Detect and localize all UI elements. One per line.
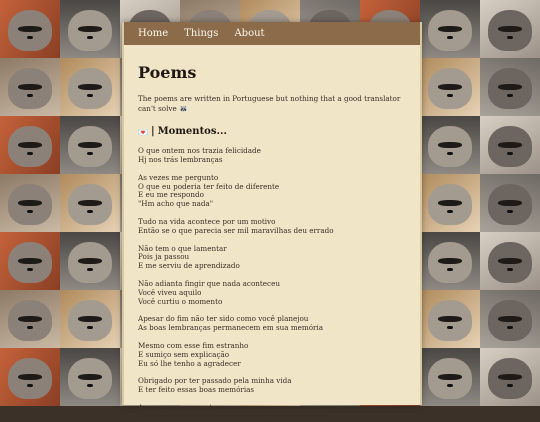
raccoon-mask-shape xyxy=(78,316,102,322)
raccoon-nose-shape xyxy=(507,152,512,156)
raccoon-mask-shape xyxy=(438,84,462,90)
raccoon-face-icon xyxy=(488,126,531,167)
poem-line: "Hm acho que nada" xyxy=(138,199,214,209)
raccoon-mask-shape xyxy=(78,26,102,32)
raccoon-nose-shape xyxy=(507,268,512,272)
poem-stanza xyxy=(138,342,406,368)
raccoon-nose-shape xyxy=(87,36,92,40)
poem-line: Pois ja passou xyxy=(138,252,190,262)
raccoon-nose-shape xyxy=(447,326,452,330)
raccoon-face-icon xyxy=(488,300,531,341)
raccoon-nose-shape xyxy=(87,268,92,272)
raccoon-photo-tile xyxy=(420,348,480,406)
raccoon-mask-shape xyxy=(18,374,42,380)
raccoon-face-icon xyxy=(428,68,471,109)
poem-title: Momentos... xyxy=(157,126,227,138)
raccoon-nose-shape xyxy=(507,326,512,330)
raccoon-mask-shape xyxy=(438,258,462,264)
raccoon-photo-tile xyxy=(0,174,60,232)
poem-line: Apesar do fim não ter sido como você planejou xyxy=(138,314,309,324)
raccoon-nose-shape xyxy=(447,152,452,156)
raccoon-mask-shape xyxy=(78,258,102,264)
raccoon-face-icon xyxy=(8,300,51,341)
poem-stanza xyxy=(138,315,406,333)
poem-line: O que ontem nos trazia felicidade xyxy=(138,146,261,156)
raccoon-photo-tile xyxy=(420,0,480,58)
raccoon-face-icon xyxy=(488,358,531,399)
raccoon-face-icon xyxy=(68,10,111,51)
raccoon-photo-tile xyxy=(60,348,120,406)
heading-separator: | xyxy=(150,126,155,138)
poem-line: Você viveu aquilo xyxy=(138,287,202,297)
raccoon-nose-shape xyxy=(27,326,32,330)
raccoon-nose-shape xyxy=(447,268,452,272)
raccoon-nose-shape xyxy=(507,384,512,388)
poem-line: Agora o que me resta xyxy=(138,402,217,412)
poem-body xyxy=(138,147,406,421)
raccoon-nose-shape xyxy=(27,210,32,214)
poem-line: Obrigado por ter passado pela minha vida xyxy=(138,376,292,386)
poem-line: Você curtiu o momento xyxy=(138,296,223,306)
poem-line: O que eu poderia ter feito de diferente xyxy=(138,181,280,191)
nav-link-things[interactable]: Things xyxy=(184,28,219,39)
raccoon-face-icon xyxy=(8,184,51,225)
raccoon-mask-shape xyxy=(18,84,42,90)
page-title: Poems xyxy=(138,63,197,82)
poem-line: Não adianta fingir que nada aconteceu xyxy=(138,278,280,288)
poem-line: Hj nos trás lembranças xyxy=(138,154,223,164)
poem-stanza xyxy=(138,218,406,236)
intro-sentence: The poems are written in Portuguese but nothing that a good translator can't solve xyxy=(138,94,401,113)
raccoon-face-icon xyxy=(428,184,471,225)
poem-line: Então se o que parecia ser mil maravilhas deu errado xyxy=(138,225,334,235)
raccoon-nose-shape xyxy=(507,36,512,40)
raccoon-face-icon xyxy=(68,358,111,399)
poem-line: Tudo na vida acontece por um motivo xyxy=(138,216,276,226)
raccoon-face-icon xyxy=(488,68,531,109)
raccoon-mask-shape xyxy=(78,142,102,148)
raccoon-nose-shape xyxy=(27,152,32,156)
raccoon-face-icon xyxy=(8,126,51,167)
raccoon-mask-shape xyxy=(438,374,462,380)
raccoon-mask-shape xyxy=(498,316,522,322)
raccoon-photo-tile xyxy=(0,116,60,174)
poem-stanza xyxy=(138,245,406,271)
raccoon-photo-tile xyxy=(0,232,60,290)
top-navbar xyxy=(124,22,420,45)
raccoon-photo-tile xyxy=(0,348,60,406)
poem-line: Mesmo com esse fim estranho xyxy=(138,340,249,350)
raccoon-mask-shape xyxy=(18,200,42,206)
poem-stanza xyxy=(138,404,406,422)
poem-line: Não tem o que lamentar xyxy=(138,243,227,253)
poem-stanza xyxy=(138,280,406,306)
raccoon-face-icon xyxy=(488,184,531,225)
raccoon-nose-shape xyxy=(447,36,452,40)
raccoon-photo-tile xyxy=(60,116,120,174)
raccoon-nose-shape xyxy=(27,94,32,98)
main-content xyxy=(124,45,420,422)
raccoon-nose-shape xyxy=(87,326,92,330)
poem-heading xyxy=(138,126,406,137)
raccoon-nose-shape xyxy=(507,210,512,214)
poem-line: As boas lembranças permanecem em sua memória xyxy=(138,323,324,333)
raccoon-photo-tile xyxy=(0,0,60,58)
raccoon-face-icon xyxy=(68,126,111,167)
raccoon-nose-shape xyxy=(87,210,92,214)
raccoon-photo-tile xyxy=(480,0,540,58)
poem-line: E sumiço sem explicação xyxy=(138,349,230,359)
raccoon-mask-shape xyxy=(498,26,522,32)
raccoon-photo-tile xyxy=(60,174,120,232)
raccoon-nose-shape xyxy=(27,268,32,272)
raccoon-photo-tile xyxy=(60,232,120,290)
raccoon-mask-shape xyxy=(78,374,102,380)
raccoon-photo-tile xyxy=(480,58,540,116)
raccoon-nose-shape xyxy=(87,384,92,388)
raccoon-face-icon xyxy=(8,358,51,399)
raccoon-mask-shape xyxy=(78,200,102,206)
poem-stanza xyxy=(138,377,406,395)
raccoon-nose-shape xyxy=(447,94,452,98)
raccoon-nose-shape xyxy=(87,94,92,98)
raccoon-face-icon xyxy=(68,68,111,109)
raccoon-nose-shape xyxy=(27,384,32,388)
raccoon-photo-tile xyxy=(480,174,540,232)
raccoon-mask-shape xyxy=(78,84,102,90)
raccoon-photo-tile xyxy=(420,232,480,290)
raccoon-photo-tile xyxy=(420,58,480,116)
raccoon-face-icon xyxy=(428,126,471,167)
raccoon-photo-tile xyxy=(480,348,540,406)
raccoon-photo-tile xyxy=(480,116,540,174)
raccoon-photo-tile xyxy=(480,232,540,290)
poem-stanza xyxy=(138,147,406,165)
raccoon-mask-shape xyxy=(438,200,462,206)
raccoon-nose-shape xyxy=(87,152,92,156)
raccoon-nose-shape xyxy=(27,36,32,40)
raccoon-mask-shape xyxy=(18,26,42,32)
raccoon-nose-shape xyxy=(507,94,512,98)
love-letter-icon: 💌 xyxy=(138,126,148,137)
raccoon-mask-shape xyxy=(498,258,522,264)
raccoon-photo-tile xyxy=(420,290,480,348)
raccoon-nose-shape xyxy=(447,384,452,388)
raccoon-mask-shape xyxy=(18,316,42,322)
raccoon-face-icon xyxy=(488,242,531,283)
raccoon-face-icon xyxy=(8,242,51,283)
raccoon-mask-shape xyxy=(438,316,462,322)
raccoon-nose-shape xyxy=(447,210,452,214)
raccoon-face-icon xyxy=(68,300,111,341)
raccoon-mask-shape xyxy=(498,84,522,90)
raccoon-face-icon xyxy=(428,358,471,399)
nav-link-home[interactable]: Home xyxy=(138,28,169,39)
raccoon-face-icon xyxy=(68,242,111,283)
nav-link-about[interactable]: About xyxy=(234,28,265,39)
raccoon-photo-tile xyxy=(60,290,120,348)
content-panel xyxy=(122,22,422,421)
raccoon-photo-tile xyxy=(60,0,120,58)
poem-line: E me serviu de aprendizado xyxy=(138,261,240,271)
raccoon-face-icon xyxy=(428,10,471,51)
raccoon-face-icon xyxy=(428,300,471,341)
raccoon-photo-tile xyxy=(0,290,60,348)
raccoon-photo-tile xyxy=(0,58,60,116)
raccoon-face-icon xyxy=(488,10,531,51)
raccoon-mask-shape xyxy=(18,258,42,264)
raccoon-mask-shape xyxy=(498,200,522,206)
raccoon-mask-shape xyxy=(438,142,462,148)
poem-line: E eu me respondo xyxy=(138,190,204,200)
poem-line: As vezes me pergunto xyxy=(138,172,219,182)
poem-stanza xyxy=(138,174,406,209)
poem-line: E ter feito essas boas memórias xyxy=(138,385,255,395)
raccoon-mask-shape xyxy=(498,142,522,148)
raccoon-mask-shape xyxy=(438,26,462,32)
intro-text xyxy=(138,94,406,114)
raccoon-face-icon xyxy=(68,184,111,225)
raccoon-emoji-icon: 🦝 xyxy=(179,104,188,113)
raccoon-face-icon xyxy=(428,242,471,283)
poem-line: Eu só lhe tenho a agradecer xyxy=(138,358,241,368)
raccoon-mask-shape xyxy=(18,142,42,148)
raccoon-mask-shape xyxy=(498,374,522,380)
raccoon-face-icon xyxy=(8,10,51,51)
raccoon-photo-tile xyxy=(420,174,480,232)
raccoon-photo-tile xyxy=(420,116,480,174)
raccoon-photo-tile xyxy=(480,290,540,348)
raccoon-face-icon xyxy=(8,68,51,109)
poem-line: É lembrar dos belos momentos que foi estar contigo xyxy=(138,411,329,421)
raccoon-photo-tile xyxy=(60,58,120,116)
